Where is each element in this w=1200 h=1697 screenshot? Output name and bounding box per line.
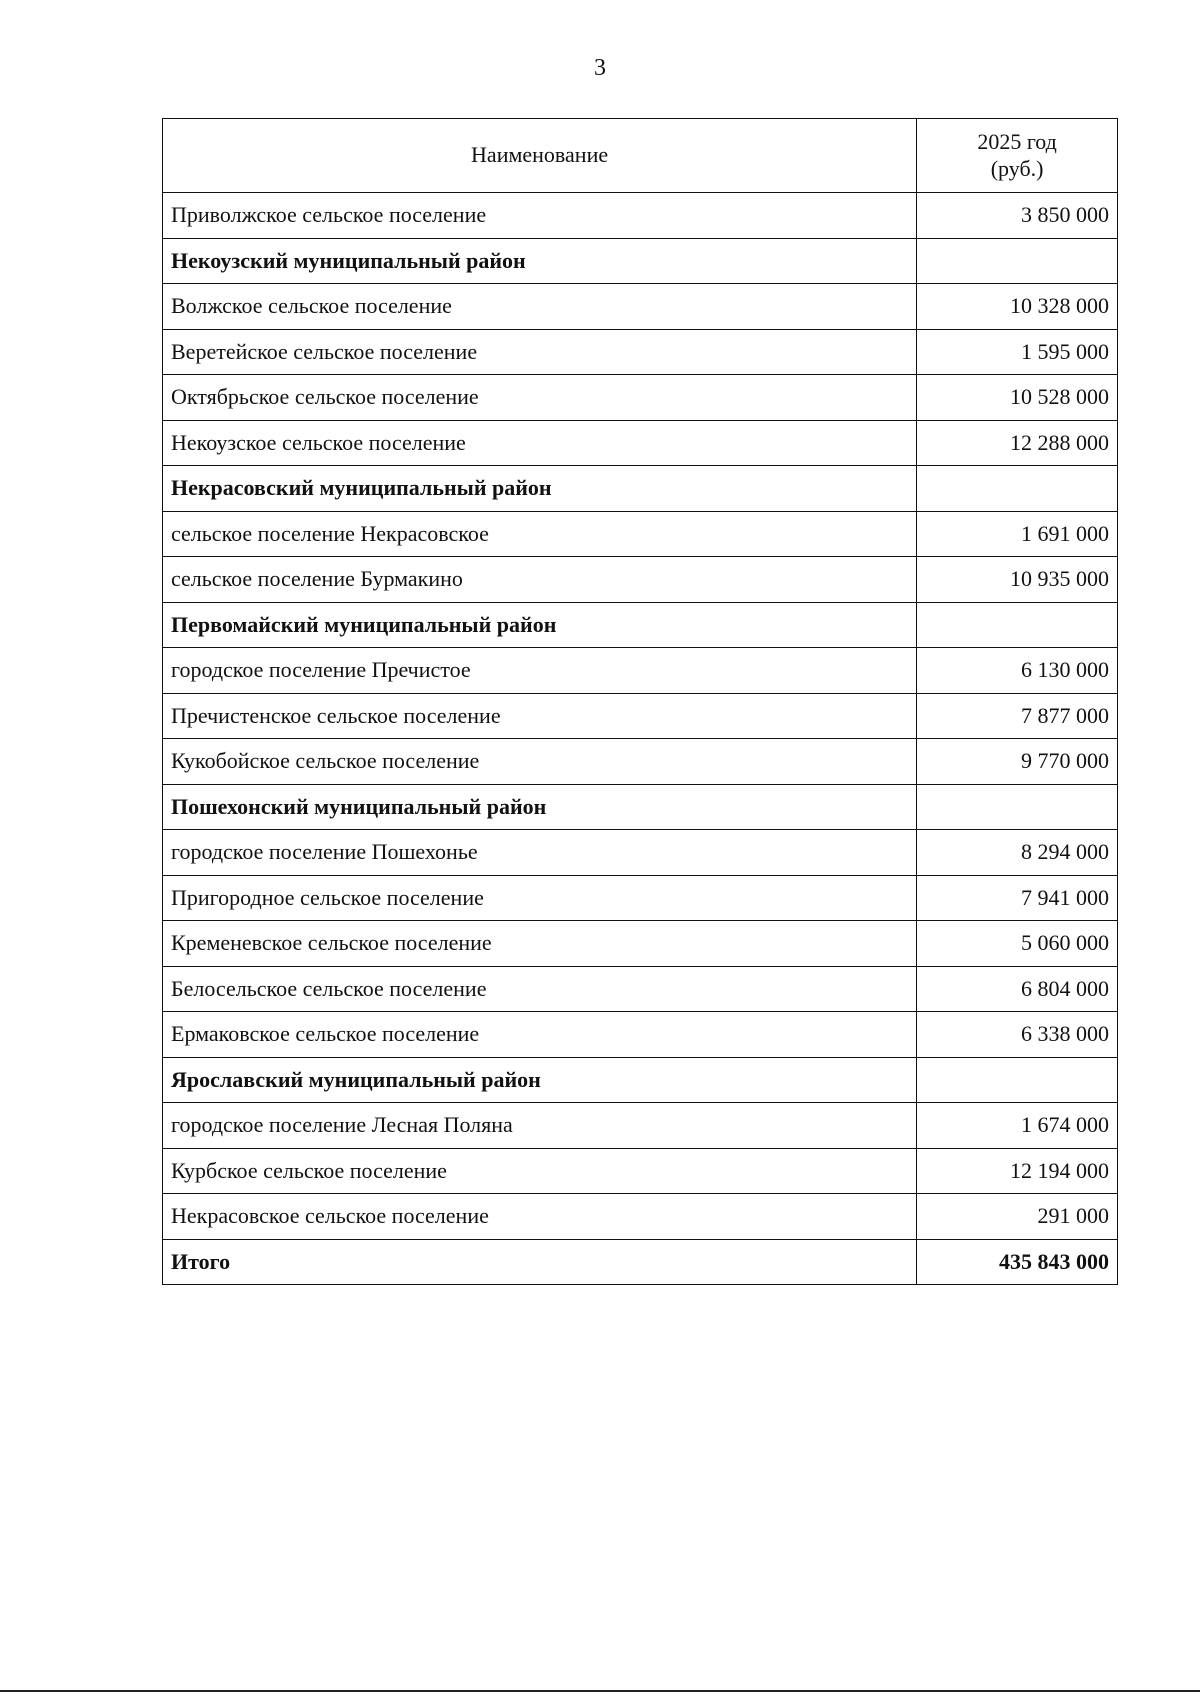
row-name: городское поселение Лесная Поляна bbox=[163, 1103, 917, 1149]
row-name: сельское поселение Бурмакино bbox=[163, 557, 917, 603]
district-row bbox=[163, 784, 1118, 830]
district-sum bbox=[917, 784, 1118, 830]
row-sum: 7 941 000 bbox=[917, 875, 1118, 921]
row-name: городское поселение Пречистое bbox=[163, 648, 917, 694]
total-label: Итого bbox=[163, 1239, 917, 1285]
table-row bbox=[163, 557, 1118, 603]
table-header-row bbox=[163, 119, 1118, 193]
row-sum: 291 000 bbox=[917, 1194, 1118, 1240]
row-name: Кукобойское сельское поселение bbox=[163, 739, 917, 785]
row-name: Волжское сельское поселение bbox=[163, 284, 917, 330]
header-year-line1: 2025 год bbox=[977, 129, 1057, 155]
table-row bbox=[163, 648, 1118, 694]
table-row bbox=[163, 1194, 1118, 1240]
table-row bbox=[163, 921, 1118, 967]
row-name: Веретейское сельское поселение bbox=[163, 329, 917, 375]
district-sum bbox=[917, 466, 1118, 512]
district-name: Некрасовский муниципальный район bbox=[163, 466, 917, 512]
row-sum: 6 804 000 bbox=[917, 966, 1118, 1012]
district-row bbox=[163, 238, 1118, 284]
header-year-line2: (руб.) bbox=[990, 155, 1044, 181]
row-sum: 1 595 000 bbox=[917, 329, 1118, 375]
district-name: Пошехонский муниципальный район bbox=[163, 784, 917, 830]
table-row bbox=[163, 284, 1118, 330]
row-name: Белосельское сельское поселение bbox=[163, 966, 917, 1012]
row-sum: 8 294 000 bbox=[917, 830, 1118, 876]
row-name: Некоузское сельское поселение bbox=[163, 420, 917, 466]
row-sum: 6 338 000 bbox=[917, 1012, 1118, 1058]
row-sum: 6 130 000 bbox=[917, 648, 1118, 694]
header-year bbox=[917, 119, 1118, 193]
budget-table bbox=[162, 118, 1118, 1285]
district-name: Первомайский муниципальный район bbox=[163, 602, 917, 648]
table-row bbox=[163, 739, 1118, 785]
district-row bbox=[163, 602, 1118, 648]
table-row bbox=[163, 966, 1118, 1012]
table-row bbox=[163, 830, 1118, 876]
row-name: городское поселение Пошехонье bbox=[163, 830, 917, 876]
row-sum: 1 691 000 bbox=[917, 511, 1118, 557]
table-row bbox=[163, 1012, 1118, 1058]
district-sum bbox=[917, 602, 1118, 648]
table-row bbox=[163, 511, 1118, 557]
table-row bbox=[163, 420, 1118, 466]
scan-edge-line bbox=[0, 1690, 1200, 1692]
row-sum: 12 288 000 bbox=[917, 420, 1118, 466]
table-row bbox=[163, 1103, 1118, 1149]
district-row bbox=[163, 466, 1118, 512]
row-sum: 10 528 000 bbox=[917, 375, 1118, 421]
district-row bbox=[163, 1057, 1118, 1103]
table-row bbox=[163, 875, 1118, 921]
row-name: Пречистенское сельское поселение bbox=[163, 693, 917, 739]
page-number: 3 bbox=[594, 55, 606, 81]
district-name: Некоузский муниципальный район bbox=[163, 238, 917, 284]
row-sum: 12 194 000 bbox=[917, 1148, 1118, 1194]
row-name: Кременевское сельское поселение bbox=[163, 921, 917, 967]
row-sum: 1 674 000 bbox=[917, 1103, 1118, 1149]
row-sum: 7 877 000 bbox=[917, 693, 1118, 739]
row-name: Некрасовское сельское поселение bbox=[163, 1194, 917, 1240]
row-name: Курбское сельское поселение bbox=[163, 1148, 917, 1194]
row-name: Приволжское сельское поселение bbox=[163, 193, 917, 239]
table-row bbox=[163, 375, 1118, 421]
district-name: Ярославский муниципальный район bbox=[163, 1057, 917, 1103]
row-sum: 10 328 000 bbox=[917, 284, 1118, 330]
total-sum: 435 843 000 bbox=[917, 1239, 1118, 1285]
table-row bbox=[163, 1148, 1118, 1194]
district-sum bbox=[917, 1057, 1118, 1103]
row-name: Пригородное сельское поселение bbox=[163, 875, 917, 921]
header-name: Наименование bbox=[163, 119, 917, 193]
row-name: Ермаковское сельское поселение bbox=[163, 1012, 917, 1058]
row-sum: 3 850 000 bbox=[917, 193, 1118, 239]
table-row bbox=[163, 329, 1118, 375]
district-sum bbox=[917, 238, 1118, 284]
table-row bbox=[163, 193, 1118, 239]
row-sum: 10 935 000 bbox=[917, 557, 1118, 603]
total-row bbox=[163, 1239, 1118, 1285]
table-row bbox=[163, 693, 1118, 739]
row-sum: 5 060 000 bbox=[917, 921, 1118, 967]
row-sum: 9 770 000 bbox=[917, 739, 1118, 785]
row-name: сельское поселение Некрасовское bbox=[163, 511, 917, 557]
row-name: Октябрьское сельское поселение bbox=[163, 375, 917, 421]
